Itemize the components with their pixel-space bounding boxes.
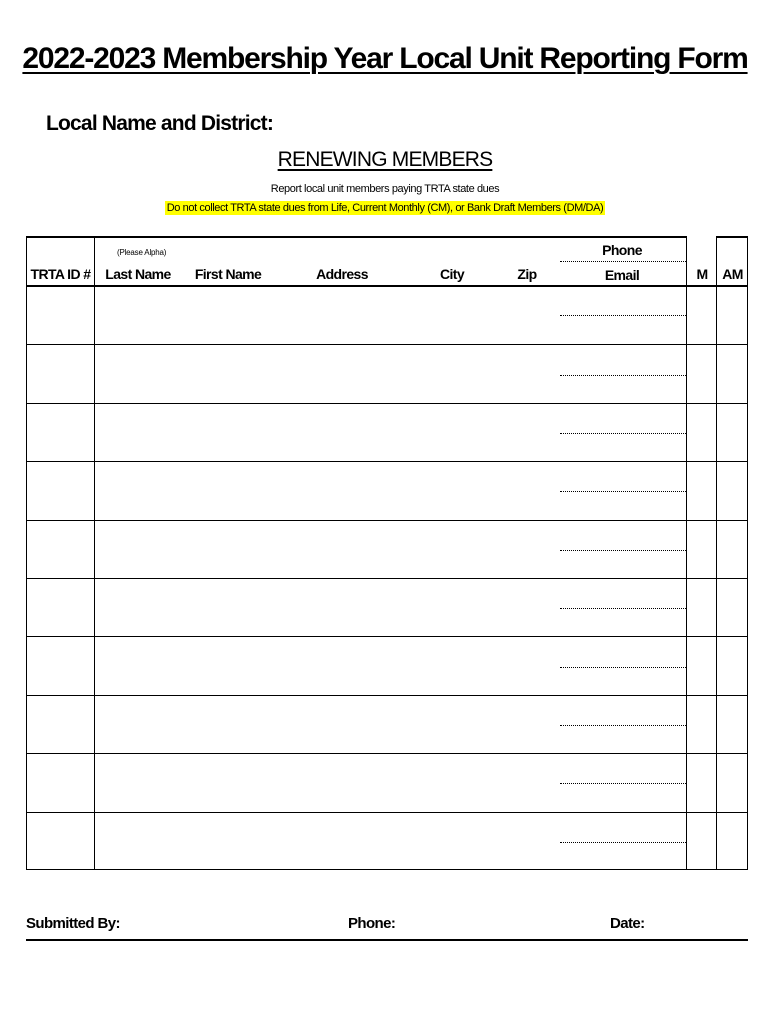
phone-email-divider — [560, 491, 686, 492]
member-table — [26, 236, 748, 870]
header-zip: Zip — [517, 266, 537, 282]
date-label: Date: — [610, 915, 645, 932]
header-m: M — [696, 266, 708, 282]
header-trta-id: TRTA ID # — [30, 266, 91, 282]
phone-email-divider — [560, 433, 686, 434]
phone-email-divider — [560, 261, 686, 262]
warning-note — [0, 202, 770, 214]
table-row[interactable] — [27, 578, 747, 637]
header-email: Email — [604, 267, 640, 283]
table-row[interactable] — [27, 403, 747, 462]
please-alpha-note: (Please Alpha) — [117, 248, 167, 257]
local-name-district-label: Local Name and District: — [46, 112, 274, 135]
table-row[interactable] — [27, 520, 747, 579]
phone-email-divider — [560, 725, 686, 726]
phone-email-divider — [560, 375, 686, 376]
form-title: 2022-2023 Membership Year Local Unit Reporting Form — [22, 42, 748, 75]
table-row[interactable] — [27, 695, 747, 754]
table-row[interactable] — [27, 286, 747, 344]
header-address: Address — [316, 266, 368, 282]
phone-label: Phone: — [348, 915, 396, 932]
table-row[interactable] — [27, 753, 747, 812]
header-phone: Phone — [602, 242, 642, 258]
phone-email-divider — [560, 608, 686, 609]
table-row[interactable] — [27, 461, 747, 520]
table-row[interactable] — [27, 344, 747, 403]
phone-email-divider — [560, 667, 686, 668]
phone-email-divider — [560, 783, 686, 784]
submission-footer — [26, 915, 748, 941]
table-row[interactable] — [27, 636, 747, 695]
table-row[interactable] — [27, 812, 747, 871]
header-city: City — [439, 266, 465, 282]
phone-email-divider — [560, 315, 686, 316]
submitted-by-label: Submitted By: — [26, 915, 120, 932]
section-heading: RENEWING MEMBERS — [277, 148, 493, 171]
header-am: AM — [722, 266, 743, 282]
phone-email-divider — [560, 550, 686, 551]
header-top-rule-right — [716, 236, 748, 238]
phone-email-divider — [560, 842, 686, 843]
warning-note-highlight: Do not collect TRTA state dues from Life, Current Monthly (CM), or Bank Draft Members (DM/DA) — [166, 202, 604, 214]
header-top-rule — [27, 236, 687, 238]
header-last-name: Last Name — [105, 266, 171, 282]
header-first-name: First Name — [194, 266, 262, 282]
report-note: Report local unit members paying TRTA state dues — [270, 183, 500, 195]
